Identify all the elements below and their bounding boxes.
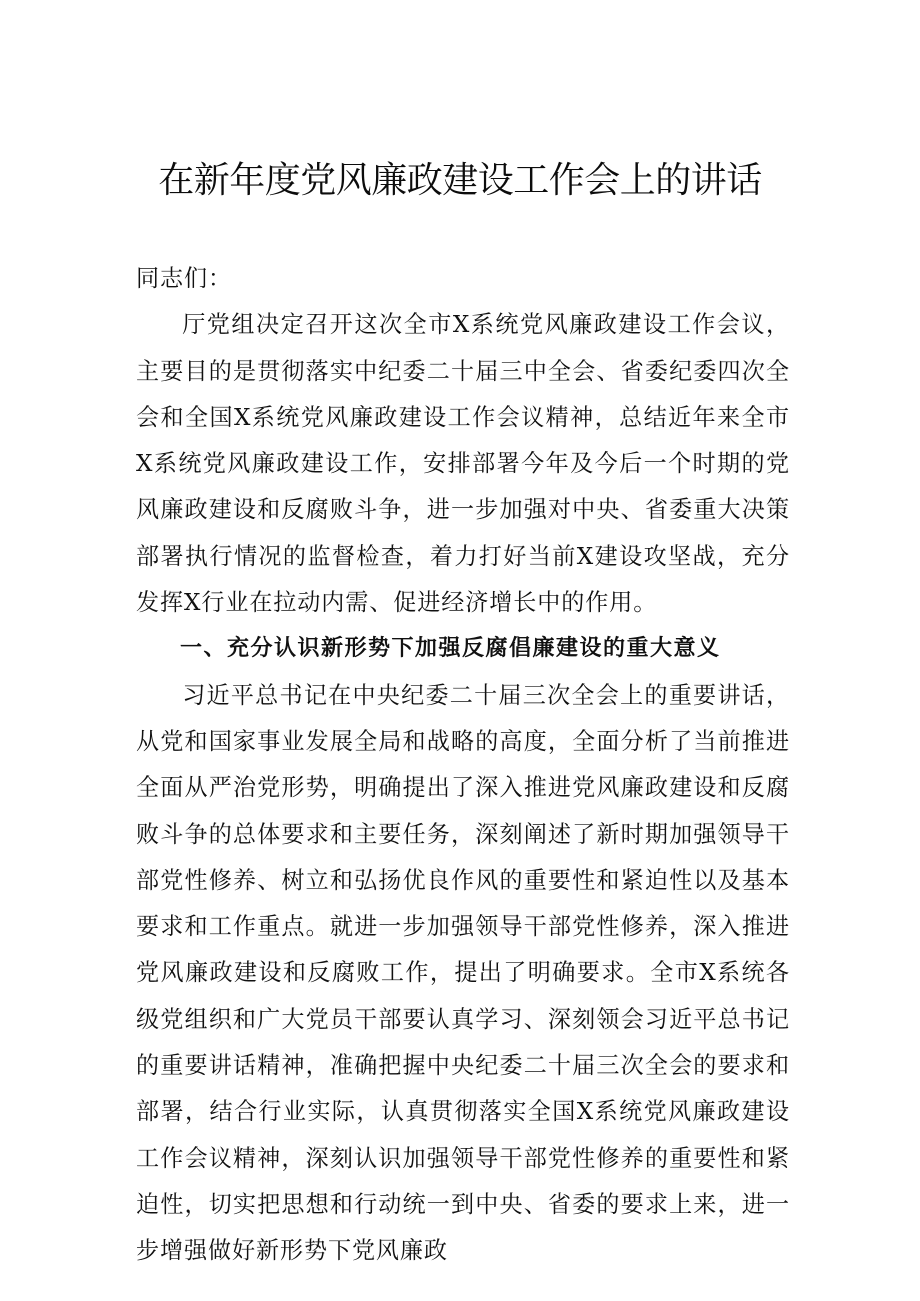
paragraph-intro: 厅党组决定召开这次全市X系统党风廉政建设工作会议，主要目的是贯彻落实中纪委二十届三中全会、省委纪委四次全会和全国X系统党风廉政建设工作会议精神，总结近年来全市X系统党风廉政建设工作，安排部署今年及今后一个时期的党风廉政建设和反腐败斗争，进一步加强对中央、省委重大决策部署执行情况的监督检查，着力打好当前X建设攻坚战，充分发挥X行业在拉动内需、促进经济增长中的作用。 — [136, 312, 790, 617]
salutation: 同志们： — [136, 266, 232, 292]
document-title: 在新年度党风廉政建设工作会上的讲话 — [158, 160, 762, 201]
paragraph-section-1: 习近平总书记在中央纪委二十届三次全会上的重要讲话，从党和国家事业发展全局和战略的高度，全面分析了当前推进全面从严治党形势，明确提出了深入推进党风廉政建设和反腐败斗争的总体要求和主要任务，深刻阐述了新时期加强领导干部党性修养、树立和弘扬优良作风的重要性和紧迫性以及基本要求和工作重点。就进一步加强领导干部党性修养，深入推进党风廉政建设和反腐败工作，提出了明确要求。全市X系统各级党组织和广大党员干部要认真学习、深刻领会习近平总书记的重要讲话精神，准确把握中央纪委二十届三次全会的要求和部署，结合行业实际，认真贯彻落实全国X系统党风廉政建设工作会议精神，深刻认识加强领导干部党性修养的重要性和紧迫性，切实把思想和行动统一到中央、省委的要求上来，进一步增强做好新形势下党风廉政 — [136, 682, 790, 1265]
section-heading: 一、充分认识新形势下加强反腐倡廉建设的重大意义 — [180, 636, 721, 662]
document-body — [136, 256, 790, 1275]
